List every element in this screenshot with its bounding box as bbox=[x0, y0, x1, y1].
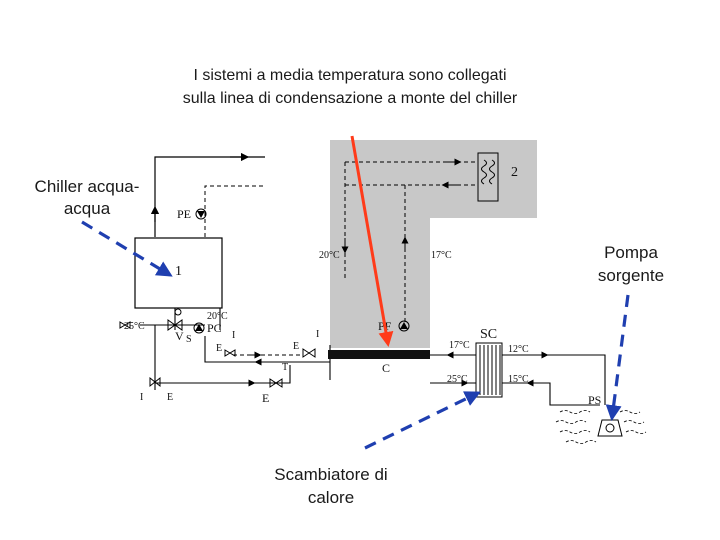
temp-20-chiller: 20°C bbox=[207, 311, 228, 322]
title-line-1: I sistemi a media temperatura sono collegati bbox=[193, 67, 507, 84]
water-lines bbox=[556, 411, 646, 444]
pf-label: PF bbox=[378, 319, 392, 333]
source-pump-icon bbox=[598, 420, 622, 436]
vs-subscript: S bbox=[186, 334, 192, 345]
chiller-callout-line-2: acqua bbox=[63, 199, 111, 218]
temp-17-top: 17°C bbox=[431, 250, 452, 261]
i-pc-label: I bbox=[232, 330, 236, 341]
condenser-label: C bbox=[382, 361, 391, 375]
exchanger-callout-line-1: Scambiatore di bbox=[274, 465, 388, 484]
pe-label: PE bbox=[177, 207, 192, 221]
temp-12-sc: 12°C bbox=[508, 344, 529, 355]
sc-label: SC bbox=[480, 327, 498, 342]
heat-exchanger-icon bbox=[476, 343, 502, 397]
vs-label: V bbox=[175, 329, 184, 343]
temp-17-sc: 17°C bbox=[449, 340, 470, 351]
t-mid-label: T bbox=[282, 362, 289, 373]
temp-25-left: 25°C bbox=[124, 321, 145, 332]
e-bottom-label-2: E bbox=[262, 391, 270, 405]
exchanger-callout-arrow bbox=[365, 393, 478, 448]
temp-25-sc: 25°C bbox=[447, 374, 468, 385]
i-bottom-label: I bbox=[140, 392, 144, 403]
e-bottom-label-1: E bbox=[167, 392, 174, 403]
pump-callout-line-2: sorgente bbox=[597, 266, 665, 285]
unit-2-label: 2 bbox=[511, 165, 518, 180]
exchanger-callout-line-2: calore bbox=[307, 488, 355, 507]
ps-label: PS bbox=[588, 393, 602, 407]
chiller-callout-line-1: Chiller acqua- bbox=[34, 177, 140, 196]
e-mid-label: E bbox=[293, 341, 300, 352]
shaded-condensation-area bbox=[330, 140, 537, 348]
pc-label: PC bbox=[207, 321, 222, 335]
e-pc-label: E bbox=[216, 343, 223, 354]
chiller-number: 1 bbox=[175, 264, 182, 279]
pump-callout-line-1: Pompa bbox=[604, 243, 658, 262]
pump-callout-arrow bbox=[612, 295, 628, 418]
title-line-2: sulla linea di condensazione a monte del chiller bbox=[182, 90, 518, 107]
temp-20-top: 20°C bbox=[319, 250, 340, 261]
condenser-bar bbox=[328, 350, 430, 359]
temp-15-sc: 15°C bbox=[508, 374, 529, 385]
i-mid-label: I bbox=[316, 329, 320, 340]
supply-line-top bbox=[155, 157, 265, 237]
